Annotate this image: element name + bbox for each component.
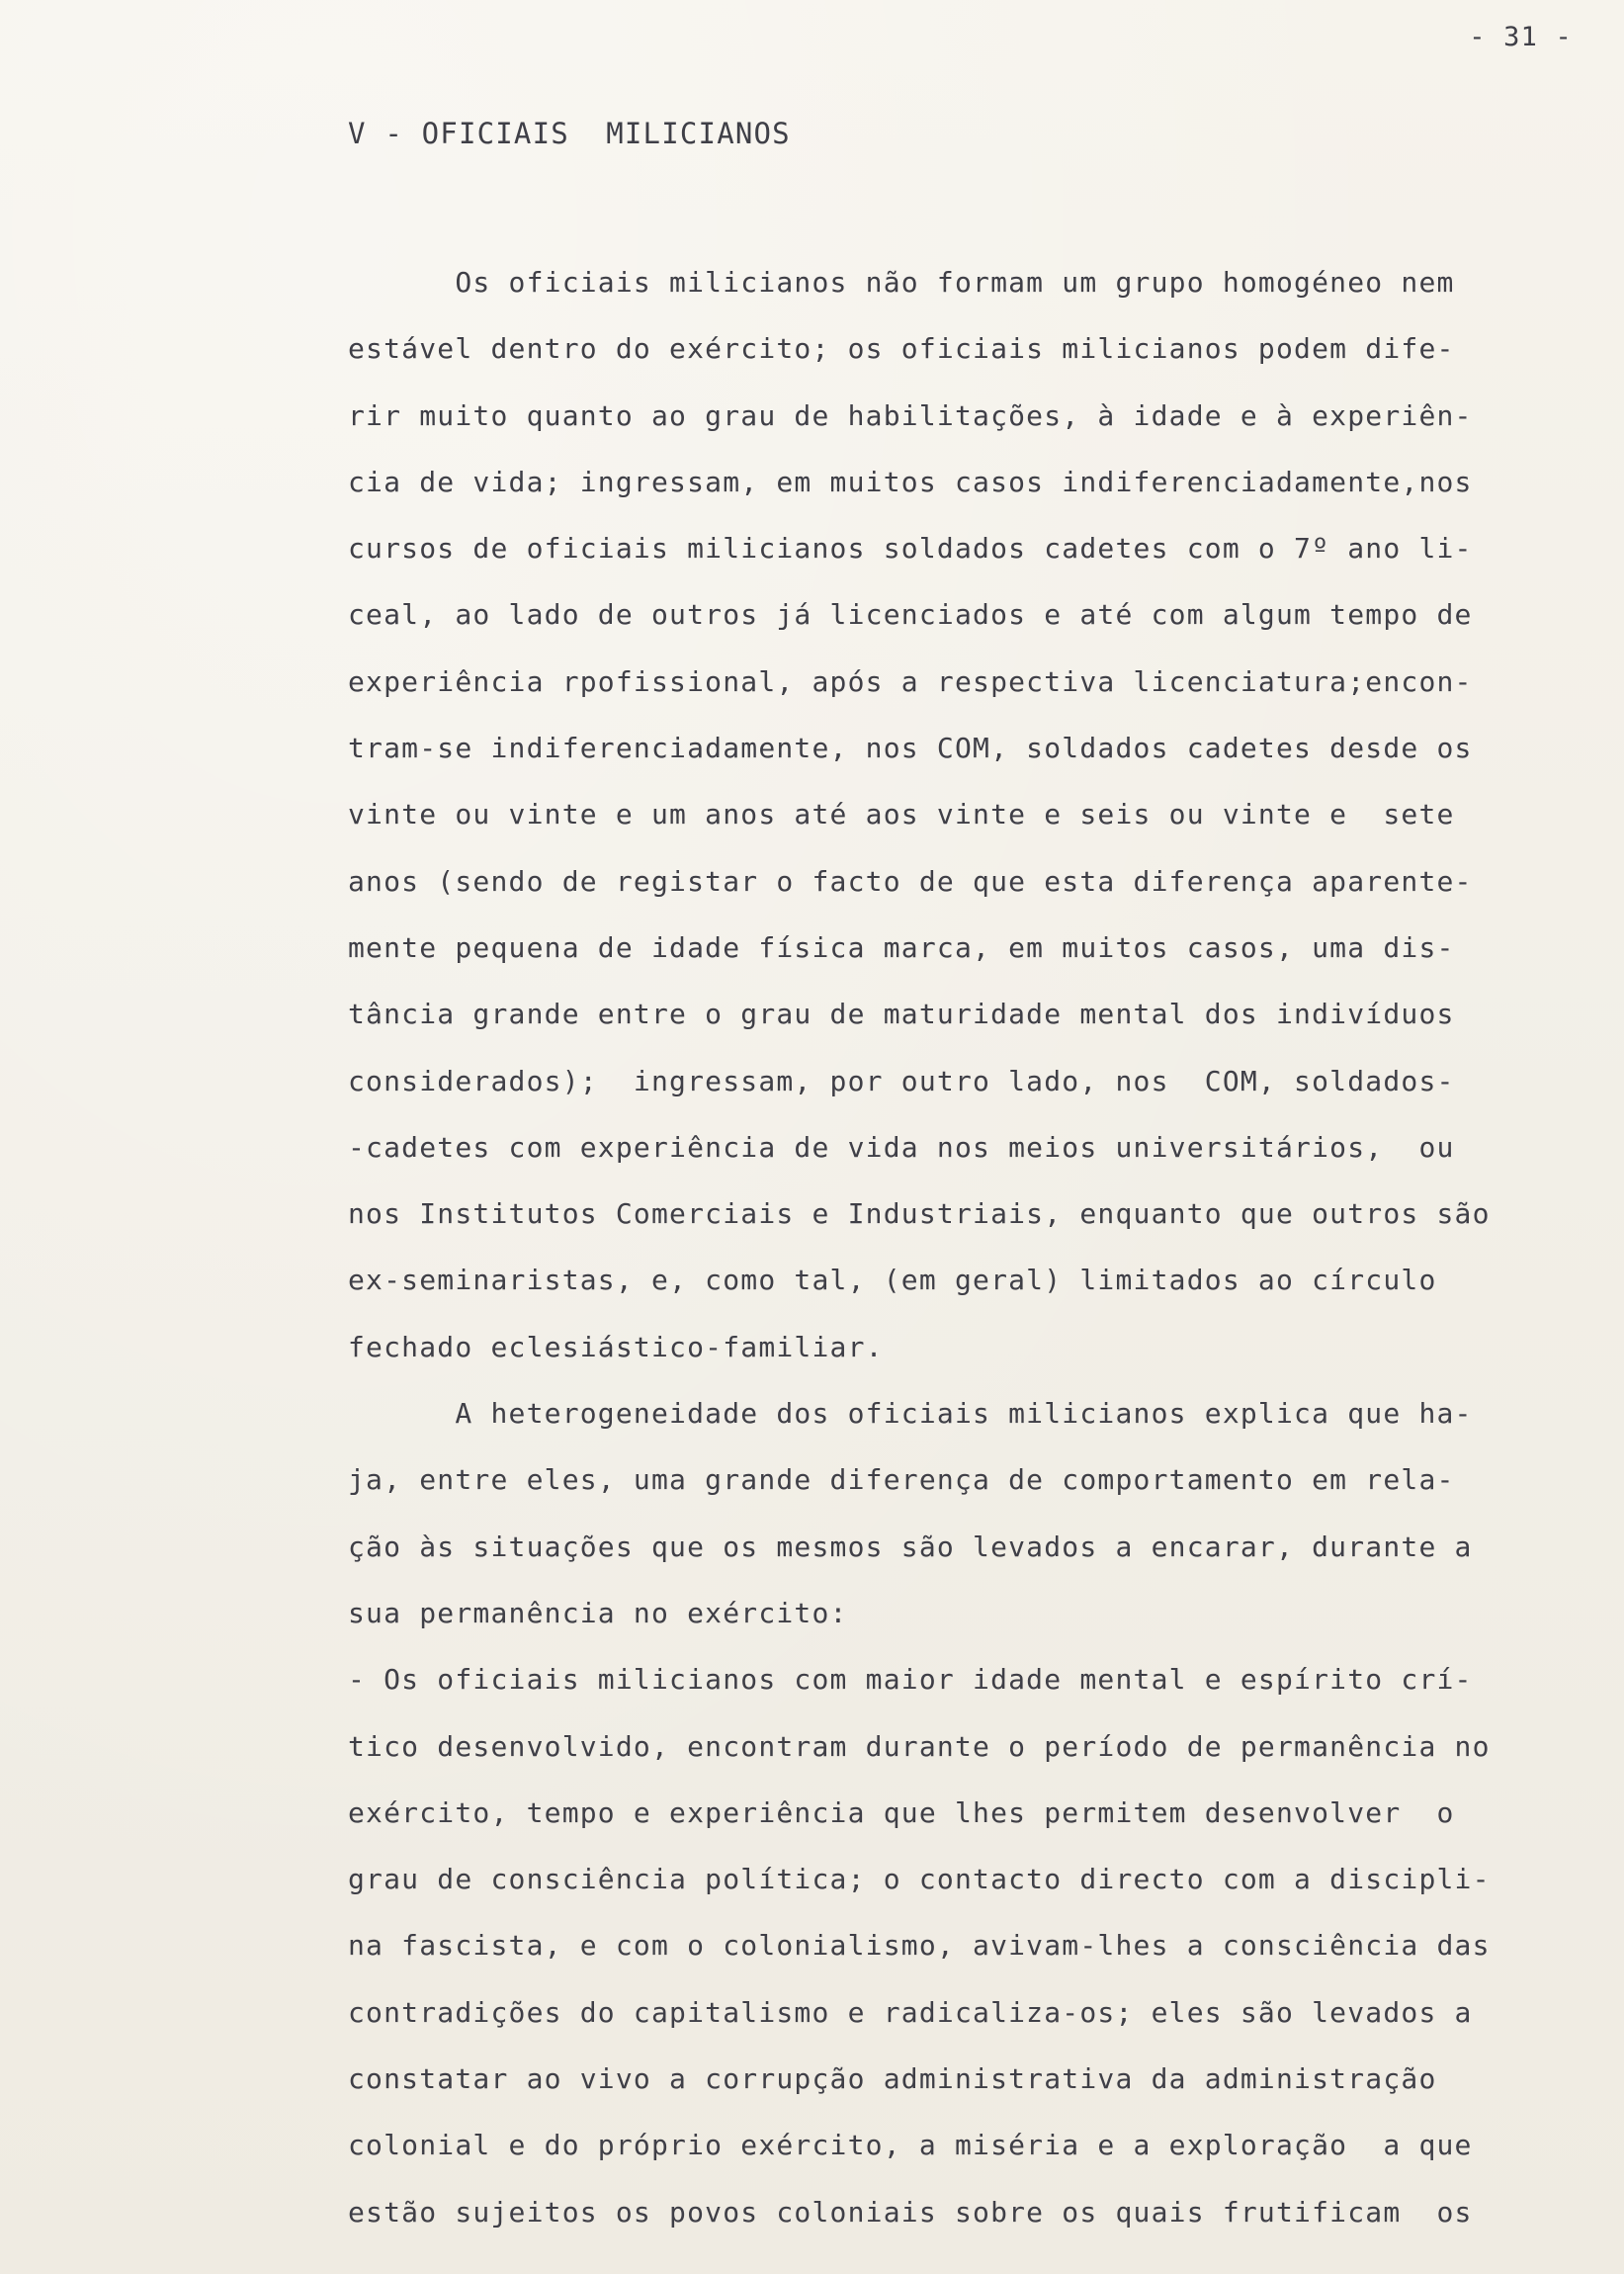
text-line: cia de vida; ingressam, em muitos casos indiferenciadamente,nos — [348, 465, 1473, 498]
text-line: fechado eclesiástico-familiar. — [348, 1330, 884, 1363]
text-line: contradições do capitalismo e radicaliza-os; eles são levados a — [348, 1995, 1473, 2029]
text-line: rir muito quanto ao grau de habilitações, à idade e à experiên- — [348, 398, 1473, 432]
text-line: exército, tempo e experiência que lhes permitem desenvolver o — [348, 1795, 1455, 1829]
text-line: experiência rpofissional, após a respectiva licenciatura;encon- — [348, 664, 1473, 698]
text-line: estável dentro do exército; os oficiais milicianos podem dife- — [348, 332, 1455, 366]
text-line: -cadetes com experiência de vida nos meios universitários, ou — [348, 1130, 1455, 1164]
text-line: na fascista, e com o colonialismo, avivam-lhes a consciência das — [348, 1929, 1491, 1963]
text-line: Os oficiais milicianos não formam um grupo homogéneo nem — [348, 266, 1455, 299]
text-line: - Os oficiais milicianos com maior idade mental e espírito crí- — [348, 1663, 1473, 1697]
text-line: constatar ao vivo a corrupção administrativa da administração — [348, 2062, 1437, 2096]
text-line: nos Institutos Comerciais e Industriais, enquanto que outros são — [348, 1197, 1491, 1231]
text-line: considerados); ingressam, por outro lado, nos COM, soldados- — [348, 1064, 1455, 1097]
text-line: ção às situações que os mesmos são levados a encarar, durante a — [348, 1530, 1473, 1563]
text-line: ceal, ao lado de outros já licenciados e até com algum tempo de — [348, 598, 1473, 632]
text-line: mente pequena de idade física marca, em muitos casos, uma dis- — [348, 930, 1455, 964]
text-line: tram-se indiferenciadamente, nos COM, soldados cadetes desde os — [348, 732, 1473, 765]
text-line: sua permanência no exército: — [348, 1596, 848, 1629]
text-line: colonial e do próprio exército, a miséria e a exploração a que — [348, 2129, 1473, 2162]
text-line: tância grande entre o grau de maturidade mental dos indivíduos — [348, 998, 1455, 1031]
text-line: cursos de oficiais milicianos soldados cadetes com o 7º ano li- — [348, 532, 1473, 566]
text-line: ex-seminaristas, e, como tal, (em geral) limitados ao círculo — [348, 1264, 1437, 1297]
text-line: estão sujeitos os povos coloniais sobre os quais frutificam os — [348, 2195, 1473, 2229]
text-line: A heterogeneidade dos oficiais milicianos explica que ha- — [348, 1397, 1473, 1431]
text-line: tico desenvolvido, encontram durante o período de permanência no — [348, 1729, 1491, 1763]
text-line: vinte ou vinte e um anos até aos vinte e seis ou vinte e sete — [348, 798, 1455, 831]
body-text — [348, 249, 1613, 2245]
text-line: anos (sendo de registar o facto de que esta diferença aparente- — [348, 864, 1473, 898]
text-line: grau de consciência política; o contacto directo com a discipli- — [348, 1863, 1491, 1896]
section-title: V - OFICIAIS MILICIANOS — [348, 117, 791, 150]
text-line: ja, entre eles, uma grande diferença de comportamento em rela- — [348, 1463, 1455, 1497]
page-number: - 31 - — [1469, 22, 1573, 52]
